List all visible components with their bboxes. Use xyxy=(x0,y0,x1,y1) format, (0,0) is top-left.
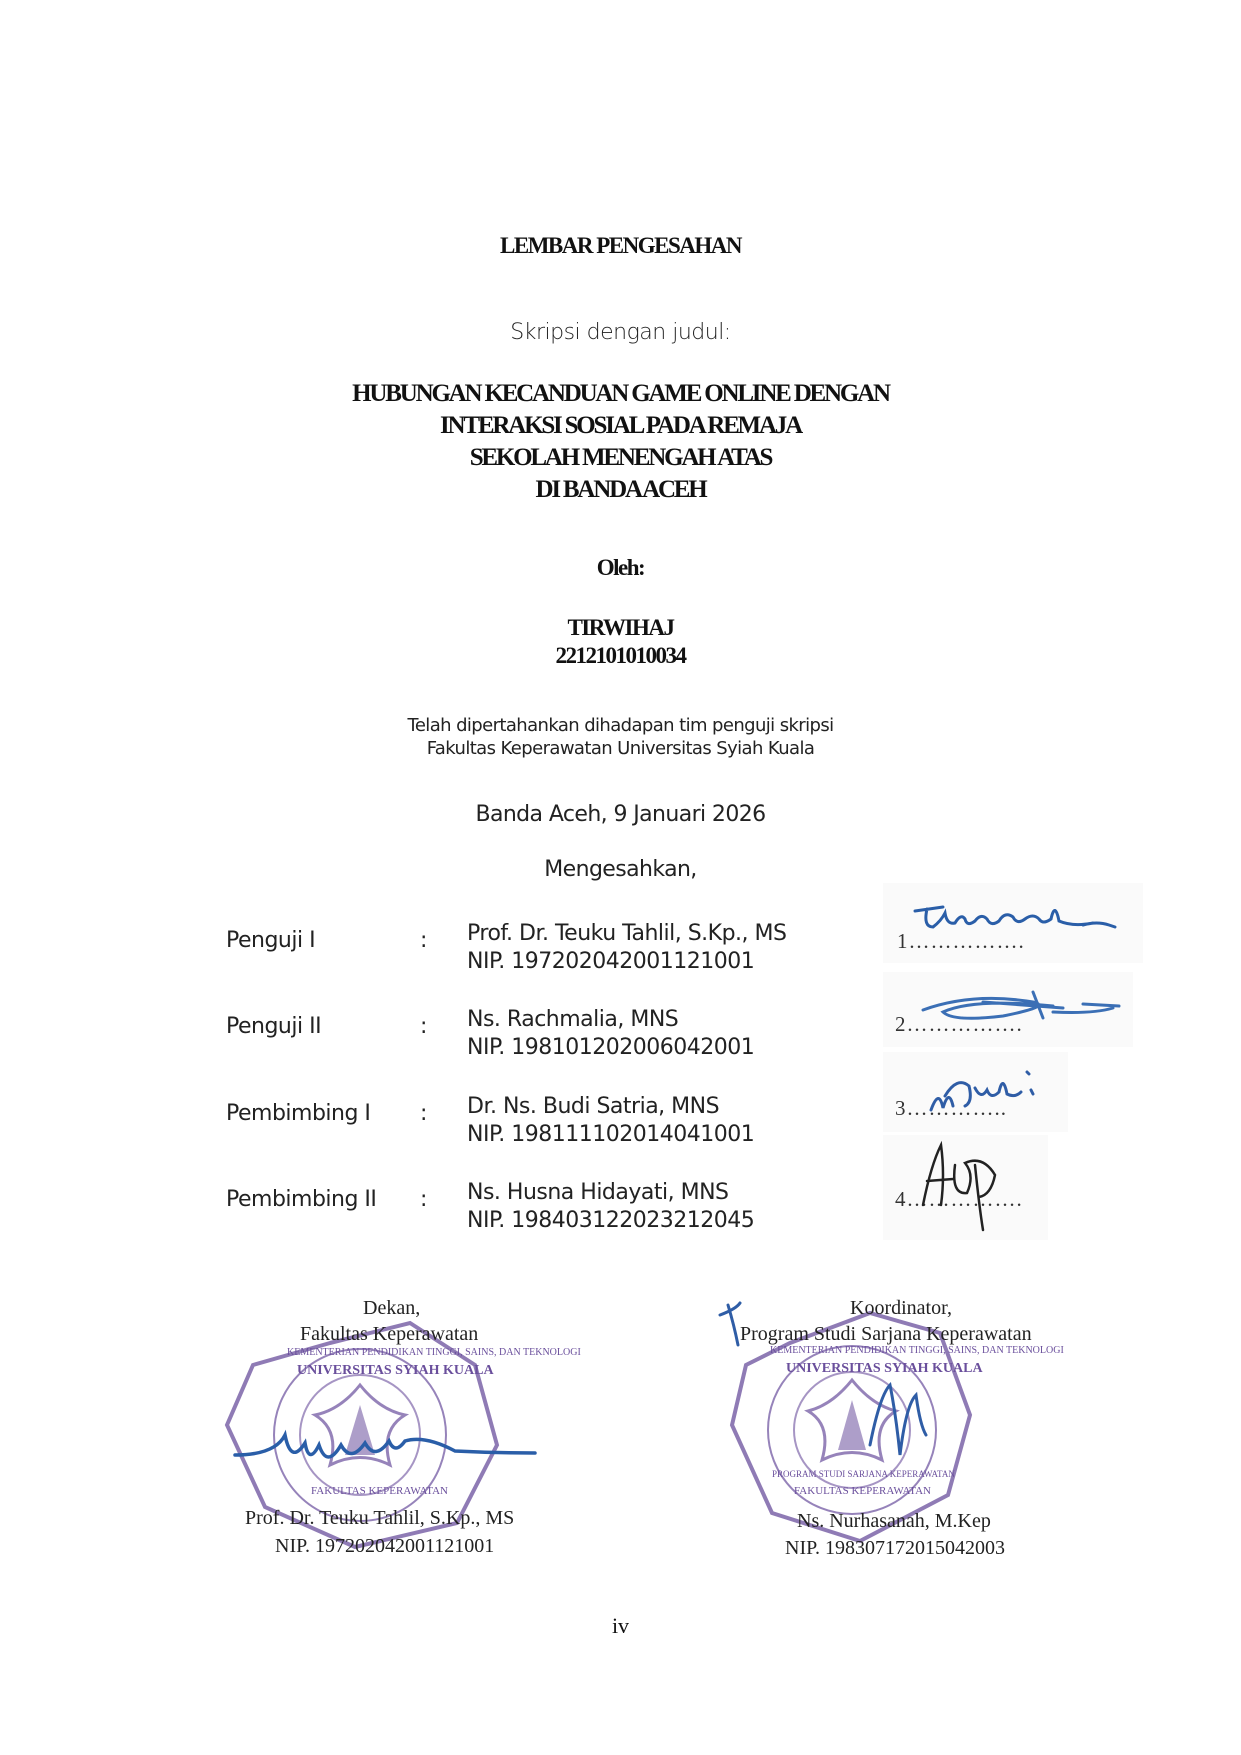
signature-line-label: 4……………. xyxy=(895,1187,1023,1211)
separator-colon: : xyxy=(420,928,427,953)
examiner-name: Prof. Dr. Teuku Tahlil, S.Kp., MS xyxy=(467,921,787,946)
stamp-text: UNIVERSITAS SYIAH KUALA xyxy=(786,1361,983,1376)
coordinator-signature-block xyxy=(710,1285,1100,1575)
examiner-role: Penguji II xyxy=(226,1014,322,1039)
separator-colon: : xyxy=(420,1187,427,1212)
examiner-details xyxy=(467,920,786,976)
examiner-nip: NIP. 198403122023212045 xyxy=(467,1208,755,1233)
examiner-details xyxy=(467,1006,754,1062)
examiner-name: Ns. Rachmalia, MNS xyxy=(467,1007,679,1032)
signature-box xyxy=(883,883,1143,963)
signature-icon xyxy=(883,883,1143,963)
stamp-text: PROGRAM STUDI SARJANA KEPERAWATAN xyxy=(772,1469,955,1479)
examiner-nip: NIP. 197202042001121001 xyxy=(467,949,755,974)
stamp-text: FAKULTAS KEPERAWATAN xyxy=(311,1485,449,1497)
coordinator-nip: NIP. 198307172015042003 xyxy=(785,1537,1006,1559)
signature-icon xyxy=(883,972,1133,1047)
dean-title: Dekan, xyxy=(363,1297,421,1319)
examiner-name: Dr. Ns. Budi Satria, MNS xyxy=(467,1094,720,1119)
separator-colon: : xyxy=(420,1101,427,1126)
examiner-nip: NIP. 198111102014041001 xyxy=(467,1122,755,1147)
by-label: Oleh: xyxy=(596,555,645,580)
examiner-details xyxy=(467,1093,754,1149)
author-name: TIRWIHAJ xyxy=(567,615,674,640)
place-date: Banda Aceh, 9 Januari 2026 xyxy=(475,802,766,827)
dean-unit: Fakultas Keperawatan xyxy=(300,1323,479,1345)
dean-signature-block xyxy=(205,1285,585,1575)
examiner-role: Pembimbing II xyxy=(226,1187,377,1212)
document-title: LEMBAR PENGESAHAN xyxy=(500,233,741,258)
signature-icon xyxy=(883,1052,1068,1132)
dean-name: Prof. Dr. Teuku Tahlil, S.Kp., MS xyxy=(245,1507,515,1529)
examiner-name: Ns. Husna Hidayati, MNS xyxy=(467,1180,729,1205)
separator-colon: : xyxy=(420,1014,427,1039)
defense-statement xyxy=(0,714,1241,760)
thesis-line: INTERAKSI SOSIAL PADA REMAJA xyxy=(440,412,801,439)
coordinator-title: Koordinator, xyxy=(850,1297,952,1319)
signature-box xyxy=(883,972,1133,1047)
stamp-text: KEMENTERIAN PENDIDIKAN TINGGI, SAINS, DAN TEKNOLOGI xyxy=(770,1345,1064,1356)
author-id: 2212101010034 xyxy=(555,643,686,668)
defense-line: Fakultas Keperawatan Universitas Syiah Kuala xyxy=(426,738,815,759)
thesis-line: HUBUNGAN KECANDUAN GAME ONLINE DENGAN xyxy=(352,380,889,407)
author-block xyxy=(0,614,1241,670)
signature-box xyxy=(883,1135,1048,1240)
examiner-role: Penguji I xyxy=(226,928,316,953)
coordinator-name: Ns. Nurhasanah, M.Kep xyxy=(797,1510,991,1532)
signature-line-label: 1……………. xyxy=(897,929,1025,953)
examiner-role: Pembimbing I xyxy=(226,1101,371,1126)
signature-icon xyxy=(883,1135,1048,1240)
approval-label: Mengesahkan, xyxy=(544,857,697,882)
examiner-details xyxy=(467,1179,754,1235)
signature-line-label: 2……………. xyxy=(895,1012,1023,1036)
defense-line: Telah dipertahankan dihadapan tim penguji skripsi xyxy=(407,715,834,736)
signature-box xyxy=(883,1052,1068,1132)
dean-nip: NIP. 197202042001121001 xyxy=(275,1535,495,1557)
coordinator-unit: Program Studi Sarjana Keperawatan xyxy=(740,1323,1032,1345)
thesis-title xyxy=(0,378,1241,506)
stamp-text: KEMENTERIAN PENDIDIKAN TINGGI, SAINS, DAN TEKNOLOGI xyxy=(287,1347,581,1358)
stamp-text: FAKULTAS KEPERAWATAN xyxy=(794,1485,932,1497)
page-number: iv xyxy=(611,1613,630,1638)
intro-text: Skripsi dengan judul: xyxy=(510,320,731,345)
stamp-text: UNIVERSITAS SYIAH KUALA xyxy=(297,1363,494,1378)
examiner-nip: NIP. 198101202006042001 xyxy=(467,1035,755,1060)
signature-line-label: 3………….. xyxy=(895,1096,1007,1120)
examiner-row xyxy=(0,1179,1241,1249)
thesis-line: SEKOLAH MENENGAH ATAS xyxy=(469,444,772,471)
thesis-line: DI BANDA ACEH xyxy=(535,476,706,503)
